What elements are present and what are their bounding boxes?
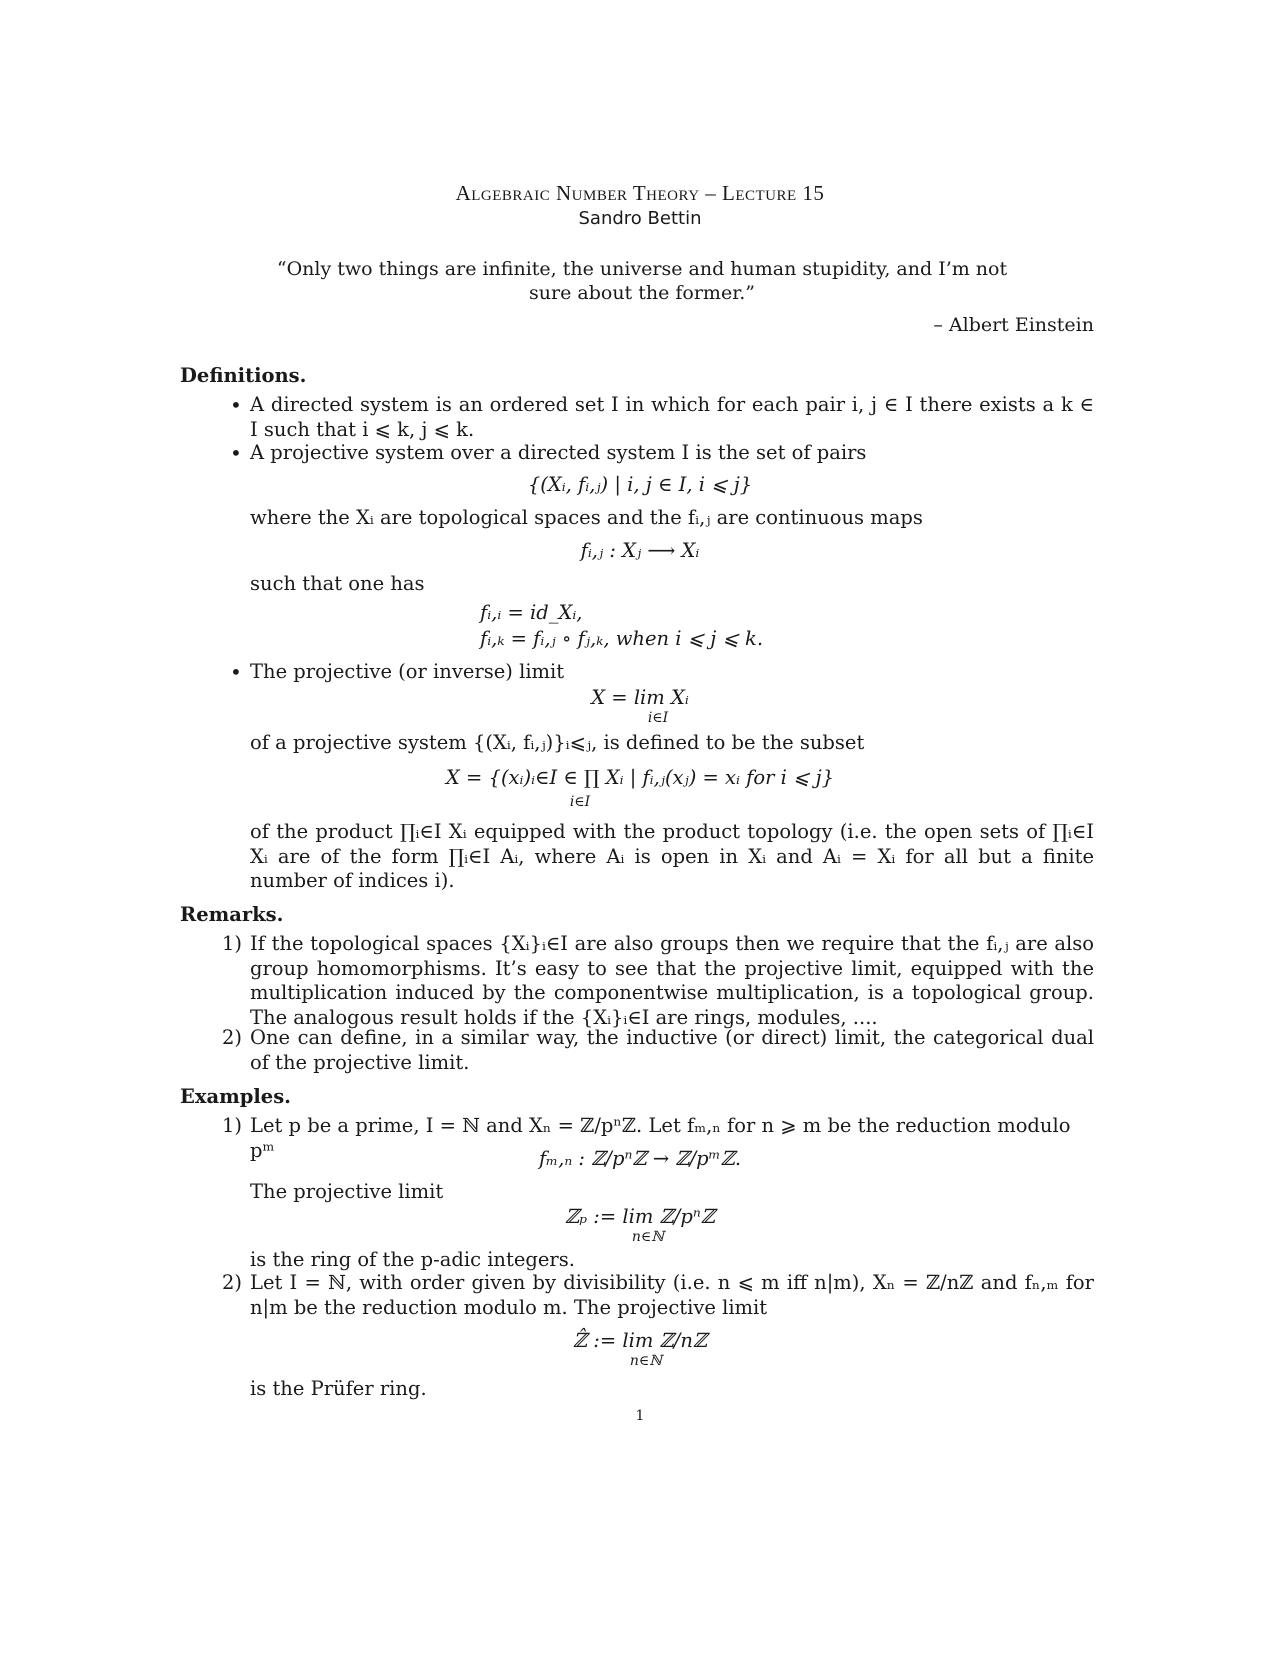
epigraph-attribution: – Albert Einstein — [933, 314, 1094, 336]
remark-inductive-limit: One can define, in a similar way, the inductive (or direct) limit, the categorical dual of the projective limit. — [250, 1026, 1094, 1074]
example-p-adic-intro: Let p be a prime, I = ℕ and Xₙ = ℤ/pⁿℤ. Let fₘ,ₙ for n ⩾ m be the reduction modulo pᵐ — [250, 1114, 1071, 1162]
bullet-marker: • — [230, 660, 242, 684]
enum-marker: 1) — [222, 932, 243, 955]
continuous-map: fᵢ,ⱼ : Xⱼ ⟶ Xᵢ — [580, 539, 700, 562]
example-prufer-intro: Let I = ℕ, with order given by divisibility (i.e. n ⩽ m iff n|m), Xₙ = ℤ/nℤ and fₙ,ₘ for n|m be the reduction modulo m. The projective limit — [250, 1271, 1094, 1319]
projective-system-set: {(Xᵢ, fᵢ,ⱼ) | i, j ∈ I, i ⩽ j} — [527, 473, 753, 496]
remarks-heading: Remarks. — [180, 903, 284, 926]
definition-projective-system-intro: A projective system over a directed system I is the set of pairs — [250, 441, 867, 464]
author-name: Sandro Bettin — [578, 208, 702, 229]
prufer-ring-text: is the Prüfer ring. — [250, 1377, 427, 1400]
definition-projective-limit-intro: The projective (or inverse) limit — [250, 660, 565, 683]
p-adic-limit: ℤₚ := lim ℤ/pⁿℤ — [565, 1205, 715, 1228]
projective-system-where: where the Xᵢ are topological spaces and the fᵢ,ⱼ are continuous maps — [250, 506, 923, 529]
examples-heading: Examples. — [180, 1085, 291, 1108]
p-adic-limit-index: n∈ℕ — [631, 1229, 665, 1245]
product-topology-text: of the product ∏ᵢ∈I Xᵢ equipped with the product topology (i.e. the open sets of ∏ᵢ∈I Xᵢ are of the form ∏ᵢ∈I Aᵢ, where Aᵢ is open in Xᵢ and Aᵢ = Xᵢ for all but a finite number of indices i). — [250, 820, 1094, 893]
page-number: 1 — [635, 1408, 645, 1424]
example-projective-limit-intro: The projective limit — [250, 1180, 444, 1203]
projective-limit-formula: X = lim Xᵢ — [591, 686, 689, 709]
p-adic-integers-text: is the ring of the p-adic integers. — [250, 1248, 575, 1271]
enum-marker: 2) — [222, 1271, 243, 1294]
enum-marker: 1) — [222, 1114, 243, 1137]
projective-system-such: such that one has — [250, 572, 425, 595]
projective-limit-subset: X = {(xᵢ)ᵢ∈I ∈ ∏ Xᵢ | fᵢ,ⱼ(xⱼ) = xᵢ for i ⩽ j} — [445, 766, 835, 789]
product-index: i∈I — [569, 794, 591, 810]
prufer-limit-index: n∈ℕ — [629, 1353, 663, 1369]
epigraph-quote: “Only two things are infinite, the universe and human stupidity, and I’m not sure about the former.” — [276, 258, 1008, 304]
composition-condition: fᵢ,ₖ = fᵢ,ⱼ ∘ fⱼ,ₖ, when i ⩽ j ⩽ k. — [480, 627, 764, 650]
lecture-title: Algebraic Number Theory – Lecture 15 — [455, 181, 825, 205]
bullet-marker: • — [230, 393, 242, 417]
prufer-limit: ℤ̂ := lim ℤ/nℤ — [572, 1329, 708, 1352]
bullet-marker: • — [230, 441, 242, 465]
projective-limit-of: of a projective system {(Xᵢ, fᵢ,ⱼ)}ᵢ⩽ⱼ, is defined to be the subset — [250, 731, 865, 754]
projective-limit-index: i∈I — [647, 710, 669, 726]
enum-marker: 2) — [222, 1026, 243, 1049]
definition-directed-system: A directed system is an ordered set I in which for each pair i, j ∈ I there exists a k ∈ I such that i ⩽ k, j ⩽ k. — [250, 393, 1094, 441]
reduction-map: fₘ,ₙ : ℤ/pⁿℤ → ℤ/pᵐℤ. — [538, 1147, 742, 1170]
definitions-heading: Definitions. — [180, 364, 307, 387]
remark-groups: If the topological spaces {Xᵢ}ᵢ∈I are also groups then we require that the fᵢ,ⱼ are also group homomorphisms. It’s easy to see that the projective limit, equipped with the multiplication induced by the componentwise multiplication, is a topological group. The analogous result holds if the {Xᵢ}ᵢ∈I are rings, modules, .... — [250, 932, 1094, 1029]
identity-condition: fᵢ,ᵢ = id_Xᵢ, — [480, 601, 583, 624]
